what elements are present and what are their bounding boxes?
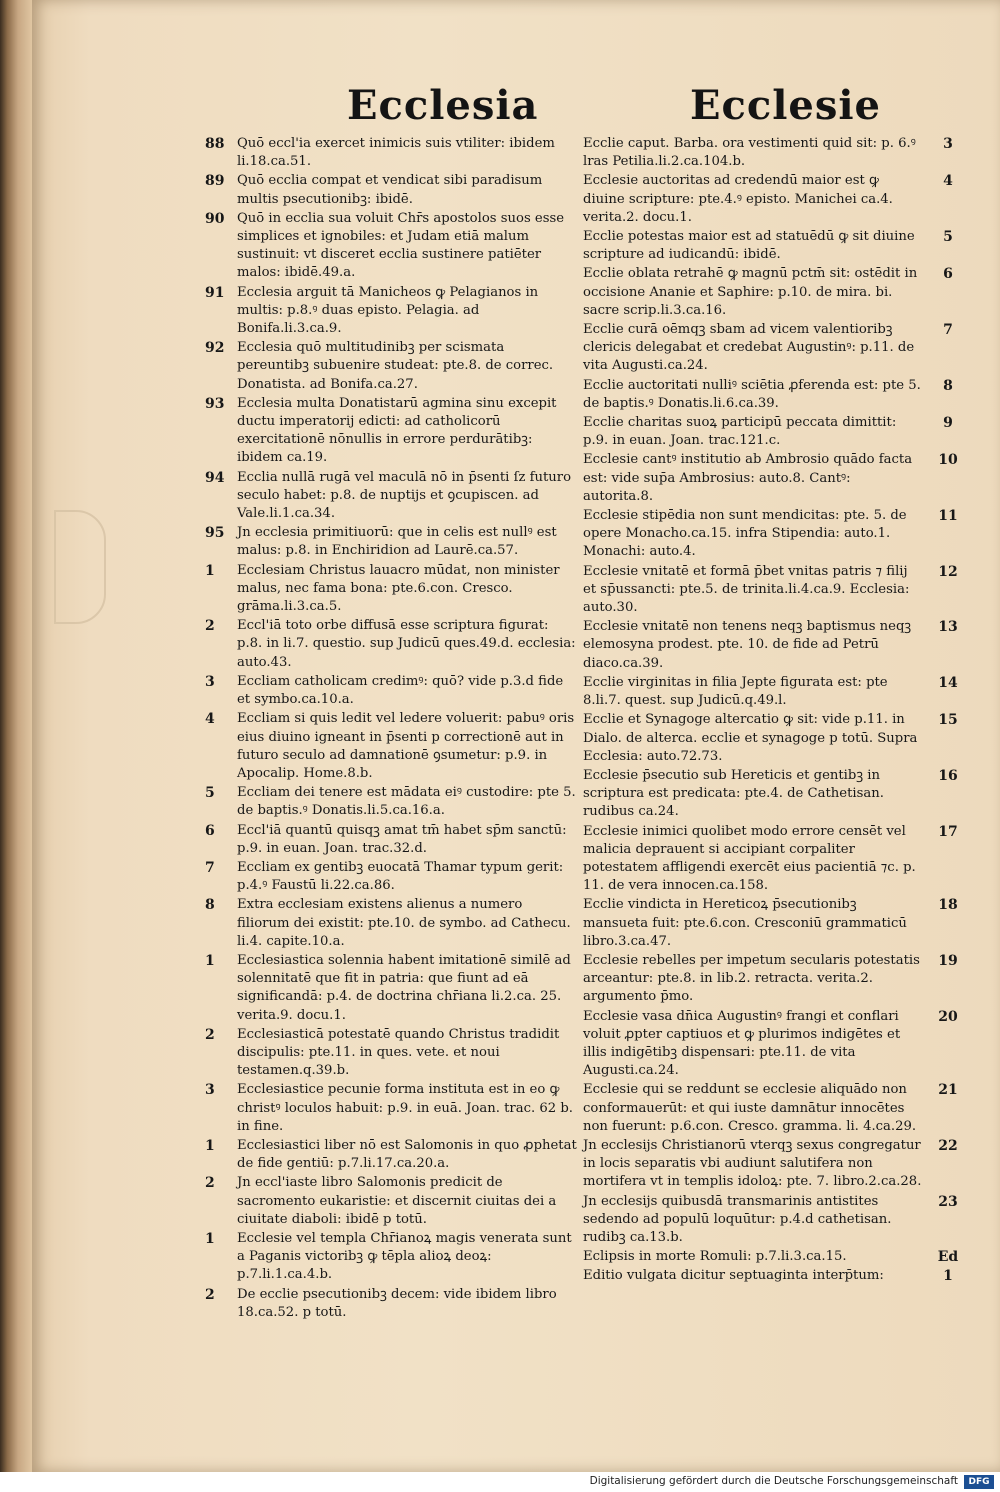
index-entry [583,377,966,413]
entry-text: Ecclie charitas suoꝝ participū peccata dimittit: p.9. in euan. Joan. trac.121.c. [583,415,897,449]
entry-text: Ecclesiastice pecunie forma instituta est in eo ꝙ christꝰ loculos habuit: p.9. in euā. Joan. trac. 62 b. in fine. [237,1082,573,1134]
entry-number: 1 [205,562,215,579]
index-entry [583,135,966,171]
index-entry [583,451,966,506]
entry-text: Ecclesiasticā potestatē quando Christus tradidit discipulis: pte.11. in ques. vete. et noui testamen.q.39.b. [237,1026,560,1079]
entry-number: 19 [938,952,958,969]
entry-text: Quō in ecclia sua voluit Chr̄s apostolos suos esse simplices et ignobiles: et Judam etiā malum sustinuit: vt disceret ecclia sustinere patiēter malos: ibidē.49.a. [237,210,565,281]
entry-text: Ecclie curā oēmqꝫ sbam ad vicem valentioribꝫ clericis delegabat et credebat Augustinꝰ: p.11. de vita Augusti.ca.24. [583,322,915,374]
entry-number: 94 [205,469,225,486]
entry-text: Jn eccl'iaste libro Salomonis predicit de sacromento eukaristie: et discernit ciuitas dei a ciuitate diaboli: ibidē p totū. [237,1175,557,1227]
index-entry [205,1137,577,1173]
entry-text: Ecclie auctoritati nulliꝰ sciētia ꝓferenda est: pte 5. de baptis.ꝰ Donatis.li.6.ca.39. [583,377,921,411]
index-entry [205,395,577,468]
index-entry [583,618,966,673]
entry-number: 2 [205,1026,215,1043]
entry-number: 7 [943,322,953,339]
index-entry [205,135,577,171]
dfg-logo: DFG [964,1475,994,1489]
entry-number: 12 [938,563,958,580]
entry-number: 95 [205,525,225,542]
entry-text: Ecclesiastici liber nō est Salomonis in quo ꝓphetat de fide gentiū: p.7.li.17.ca.20.a. [237,1137,577,1172]
footer-bar [0,1472,1000,1492]
index-entry [205,1230,577,1285]
index-entry [583,711,966,766]
left-index-column [205,135,577,1323]
entry-number: 90 [205,210,225,227]
index-entry [583,414,966,450]
entry-number: 20 [938,1008,958,1025]
index-entry [583,507,966,562]
entry-text: Eccl'iā quantū quisqꝫ amat tm̄ habet sp̄m sanctū: p.9. in euan. Joan. trac.32.d. [237,822,567,856]
entry-text: Ecclesie vnitatē et formā p̄bet vnitas patris ⁊ filij et sp̄ussancti: pte.5. de trinita.li.4.ca.9. Ecclesia: auto.30. [583,563,910,616]
index-entry [205,284,577,339]
entry-text: Editio vulgata dicitur septuaginta interp̄tum: [583,1268,884,1284]
index-entry [583,767,966,822]
index-entry [205,1081,577,1136]
index-entry [205,784,577,820]
entry-number: 89 [205,173,225,190]
entry-text: Eccl'iā toto orbe diffusā esse scriptura figurat: p.8. in li.7. questio. sup Judicū ques.49.d. ecclesia: auto.43. [237,618,576,670]
entry-number: 5 [205,785,215,802]
index-entry [205,952,577,1025]
entry-text: Ecclesie inimici quolibet modo errore censēt vel malicia deprauent si accipiant corpaliter potestatem affligendi exercēt eius pacientiā ⁊c. p. 11. de vera innocen.ca.158. [583,823,916,894]
index-entry [205,822,577,858]
entry-text: Ecclesie vasa dn̄ica Augustinꝰ frangi et conflari voluit ꝓpter captiuos et ꝙ plurimos indigētes et illis indigētibꝫ dispensari: pte.11. de vita Augusti.ca.24. [583,1008,901,1079]
entry-text: Extra ecclesiam existens alienus a numero filiorum dei existit: pte.10. de symbo. ad Cathecu. li.4. capite.10.a. [237,897,571,949]
index-entry [205,469,577,524]
entry-text: Ecclesie vel templa Chr̄ianoꝝ magis venerata sunt a Paganis victoribꝫ ꝙ tēpla alioꝝ deoꝝ: p.7.li.1.ca.4.b. [237,1230,572,1283]
index-entry [205,210,577,283]
entry-number: 17 [938,823,958,840]
index-entry [583,952,966,1007]
index-entry [205,896,577,951]
entry-number: 92 [205,340,225,357]
entry-text: Eccliam ex gentibꝫ euocatā Thamar typum gerit: p.4.ꝰ Faustū li.22.ca.86. [237,859,564,894]
entry-text: Ecclesie rebelles per impetum secularis potestatis arceantur: pte.8. in lib.2. retracta. verita.2. argumento p̄mo. [583,952,920,1005]
funding-credit: Digitalisierung gefördert durch die Deutsche Forschungsgemeinschaft [589,1475,958,1487]
entry-number: Ed [937,1249,959,1266]
entry-text: Ecclesie auctoritas ad credendū maior est ꝙ diuine scripture: pte.4.ꝰ episto. Manichei ca.4. verita.2. docu.1. [583,173,893,225]
entry-number: 8 [943,377,953,394]
index-entry [583,228,966,264]
entry-number: 5 [943,229,953,246]
index-entry [583,1193,966,1248]
entry-text: Eccliam catholicam credimꝰ: quō? vide p.3.d fide et symbo.ca.10.a. [237,673,564,708]
entry-text: Ecclesie vnitatē non tenens neqꝫ baptismus neqꝫ elemosyna prodest. pte. 10. de fide ad Petrū diaco.ca.39. [583,619,912,671]
entry-text: Eccliam si quis ledit vel ledere voluerit: pabuꝰ oris eius diuino igneant in p̄senti p correctionē aut in futuro seculo ad damnationē ꝯsumetur: p.9. in Apocalip. Home.8.b. [237,711,575,781]
entry-number: 8 [205,897,215,914]
entry-number: 1 [943,1268,953,1285]
entry-number: 1 [205,1137,215,1154]
entry-text: Ecclia nullā rugā vel maculā nō in p̄senti ſz futuro seculo habet: p.8. de nuptijs et ꝯcupiscen. ad Vale.li.1.ca.34. [237,469,572,522]
entry-text: Ecclesie qui se reddunt se ecclesie aliquādo non conformauerūt: et qui iuste damnātur innocētes non fuerunt: p.6.con. Cresco. gramma. li. 4.ca.29. [583,1082,917,1134]
entry-number: 4 [205,711,215,728]
index-entry [583,321,966,376]
index-entry [583,1248,966,1266]
page-clip-mark [54,510,106,624]
entry-text: Quō eccl'ia exercet inimicis suis vtiliter: ibidem li.18.ca.51. [237,136,555,170]
entry-text: Eclipsis in morte Romuli: p.7.li.3.ca.15. [583,1249,847,1265]
index-entry [205,562,577,617]
entry-number: 13 [938,619,958,636]
index-entry [205,524,577,560]
entry-number: 2 [205,1175,215,1192]
entry-text: Quō ecclia compat et vendicat sibi paradisum multis psecutionibꝫ: ibidē. [237,173,543,207]
entry-text: Ecclesiastica solennia habent imitationē similē ad solennitatē que fit in patria: que fiunt ad eā significandā: p.4. de doctrina chr̄iana li.2.ca. 25. verita.9. docu.1. [237,952,571,1023]
entry-text: Eccliam dei tenere est mādata eiꝰ custodire: pte 5. de baptis.ꝰ Donatis.li.5.ca.16.a. [237,785,576,819]
entry-number: 10 [938,452,958,469]
entry-text: Ecclesie stipēdia non sunt mendicitas: pte. 5. de opere Monacho.ca.15. infra Stipendia: auto.1. Monachi: auto.4. [583,508,907,560]
entry-text: Ecclie oblata retrahē ꝙ magnū pctm̄ sit: ostēdit in occisione Ananie et Saphire: p.10. de mira. bi. sacre scrip.li.3.ca.16. [583,266,918,318]
entry-text: Ecclesia multa Donatistarū agmina sinu excepit ductu imperatorij edicti: ad catholicorū exercitationē nōnullis in errore perdurātibꝫ: ibidem ca.19. [237,395,557,466]
entry-number: 3 [205,1082,215,1099]
index-entry [583,172,966,227]
entry-number: 2 [205,1286,215,1303]
index-entry [583,1137,966,1192]
index-entry [583,563,966,618]
entry-number: 23 [938,1193,958,1210]
index-entry [583,1267,966,1285]
entry-text: Ecclesiam Christus lauacro mūdat, non minister malus, nec fama bona: pte.6.con. Cresco. grāma.li.3.ca.5. [237,562,560,615]
entry-text: Ecclie et Synagoge altercatio ꝙ sit: vide p.11. in Dialo. de alterca. ecclie et synagoge p totū. Supra Ecclesia: auto.72.73. [583,712,918,764]
index-entry [205,172,577,208]
entry-number: 3 [943,136,953,152]
index-entry [205,1174,577,1229]
entry-text: De ecclie psecutionibꝫ decem: vide ibidem libro 18.ca.52. p totū. [237,1286,557,1320]
entry-number: 11 [938,508,958,525]
entry-number: 7 [205,859,215,876]
index-entry [205,710,577,783]
index-entry [205,673,577,709]
entry-number: 16 [938,767,958,784]
entry-text: Ecclie potestas maior est ad statuēdū ꝙ sit diuine scripture ad iudicandū: ibidē. [583,229,915,263]
entry-number: 1 [205,1230,215,1247]
entry-text: Ecclie vindicta in Hereticoꝝ p̄secutionibꝫ mansueta fuit: pte.6.con. Cresconiū grammaticū libro.3.ca.47. [583,897,907,949]
entry-number: 88 [205,136,225,152]
entry-text: Ecclesie cantꝰ institutio ab Ambrosio quādo facta est: vide sup̄a Ambrosius: auto.8. Cantꝰ: autorita.8. [583,452,913,504]
entry-number: 2 [205,618,215,635]
entry-number: 15 [938,712,958,729]
entry-text: Ecclie caput. Barba. ora vestimenti quid sit: p. 6.ꝰ lras Petilia.li.2.ca.104.b. [583,136,916,170]
entry-text: Ecclie virginitas in filia Jepte figurata est: pte 8.li.7. quest. sup Judicū.q.49.l. [583,674,888,709]
index-entry [583,674,966,710]
column-header-left: Ecclesia [347,82,539,129]
index-entry [583,1081,966,1136]
index-entry [583,823,966,896]
entry-number: 4 [943,173,953,190]
entry-text: Jn ecclesijs quibusdā transmarinis antistites sedendo ad populū loquūtur: p.4.d cathetisan. rudibꝫ ca.13.b. [583,1193,892,1245]
entry-number: 6 [943,266,953,283]
right-index-column [583,135,966,1287]
entry-number: 14 [938,674,958,691]
entry-text: Ecclesia quō multitudinibꝫ per scismata pereuntibꝫ subuenire studeat: pte.8. de correc. Donatista. ad Bonifa.ca.27. [237,340,554,392]
entry-number: 91 [205,284,225,301]
entry-text: Jn ecclesijs Christianorū vterqꝫ sexus congregatur in locis separatis vbi audiunt salutifera non mortifera vt in templis idoloꝝ: pte. 7. libro.2.ca.28. [583,1137,922,1190]
index-entry [205,1026,577,1081]
index-entry [205,617,577,672]
index-entry [205,339,577,394]
column-header-right: Ecclesie [690,82,882,129]
entry-number: 6 [205,822,215,839]
entry-text: Ecclesie p̄secutio sub Hereticis et gentibꝫ in scriptura est predicata: pte.4. de Cathetisan. rudibus ca.24. [583,767,884,820]
index-entry [205,1286,577,1322]
index-entry [583,265,966,320]
index-entry [205,859,577,895]
entry-number: 3 [205,673,215,690]
index-entry [583,896,966,951]
entry-number: 18 [938,897,958,914]
entry-text: Ecclesia arguit tā Manicheos ꝙ Pelagianos in multis: p.8.ꝰ duas episto. Pelagia. ad Bonifa.li.3.ca.9. [237,284,539,337]
entry-number: 1 [205,952,215,969]
entry-number: 9 [943,415,953,432]
entry-number: 22 [938,1137,958,1154]
entry-number: 93 [205,395,225,412]
entry-text: Jn ecclesia primitiuorū: que in celis est nullꝰ est malus: p.8. in Enchiridion ad Laurē.ca.57. [237,525,557,559]
index-entry [583,1008,966,1081]
entry-number: 21 [938,1082,958,1099]
